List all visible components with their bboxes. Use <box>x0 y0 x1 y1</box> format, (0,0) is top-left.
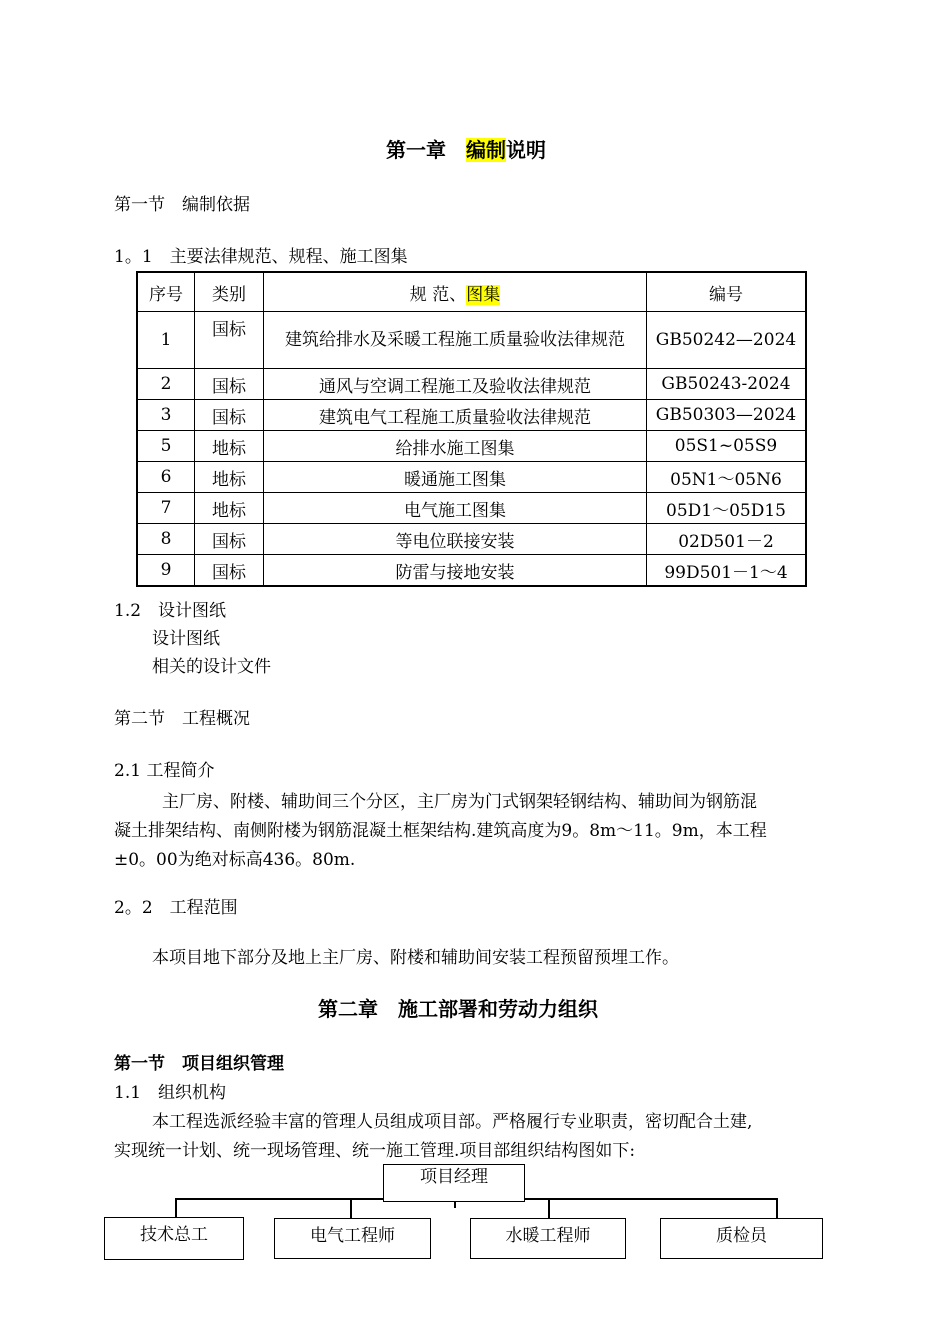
subsection-heading: 1。1 主要法律规范、规程、施工图集 <box>114 247 408 267</box>
section-heading: 第一节 项目组织管理 <box>114 1054 284 1074</box>
cell-no: 2 <box>137 369 195 400</box>
paragraph-line: ±0。00为绝对标高436。80m. <box>114 850 356 870</box>
org-box-chief-engineer: 技术总工 <box>104 1217 244 1260</box>
table-row <box>137 555 806 587</box>
paragraph: 本项目地下部分及地上主厂房、附楼和辅助间安装工程预留预埋工作。 <box>152 948 679 968</box>
cell-no: 7 <box>137 493 195 524</box>
paragraph-line: 实现统一计划、统一现场管理、统一施工管理.项目部组织结构图如下: <box>114 1141 636 1161</box>
chapter1-title: 第一章 编制说明 <box>386 138 546 162</box>
standards-table <box>136 271 807 587</box>
cell-code: GB50243-2024 <box>647 369 807 400</box>
org-box-quality-inspector: 质检员 <box>660 1218 823 1259</box>
paragraph-line: 主厂房、附楼、辅助间三个分区，主厂房为门式钢架轻钢结构、辅助间为钢筋混 <box>162 792 757 812</box>
col-header-no: 序号 <box>137 272 195 312</box>
section-heading: 第二节 工程概况 <box>114 709 250 729</box>
paragraph-line: 本工程选派经验丰富的管理人员组成项目部。严格履行专业职责，密切配合土建, <box>152 1112 753 1132</box>
cell-name: 防雷与接地安装 <box>264 555 647 587</box>
table-row <box>137 431 806 462</box>
list-item: 相关的设计文件 <box>152 657 271 677</box>
cell-code: 99D501－1～4 <box>647 555 807 587</box>
cell-name: 等电位联接安装 <box>264 524 647 555</box>
cell-code: GB50303—2024 <box>647 400 807 431</box>
cell-name: 建筑给排水及采暖工程施工质量验收法律规范 <box>264 312 647 369</box>
subsection-heading: 2.1 工程简介 <box>114 761 215 781</box>
cell-code: 05N1～05N6 <box>647 462 807 493</box>
table-header-row <box>137 272 806 312</box>
org-connector <box>776 1198 778 1218</box>
cell-category: 国标 <box>195 400 264 431</box>
table-row <box>137 462 806 493</box>
cell-no: 8 <box>137 524 195 555</box>
cell-name: 电气施工图集 <box>264 493 647 524</box>
org-box-hvac-engineer: 水暖工程师 <box>470 1218 626 1259</box>
cell-no: 9 <box>137 555 195 587</box>
cell-no: 5 <box>137 431 195 462</box>
col-header-code: 编号 <box>647 272 807 312</box>
cell-code: 05D1～05D15 <box>647 493 807 524</box>
table-row <box>137 369 806 400</box>
cell-category: 地标 <box>195 431 264 462</box>
cell-category: 地标 <box>195 462 264 493</box>
paragraph-line: 凝土排架结构、南侧附楼为钢筋混凝土框架结构.建筑高度为9。8m～11。9m，本工程 <box>114 821 767 841</box>
org-connector <box>548 1198 550 1218</box>
cell-category: 国标 <box>195 312 264 369</box>
cell-category: 国标 <box>195 555 264 587</box>
col-header-category: 类别 <box>195 272 264 312</box>
col-header-name: 规 范、图集 <box>264 272 647 312</box>
chapter2-title: 第二章 施工部署和劳动力组织 <box>318 997 598 1021</box>
list-item: 设计图纸 <box>152 629 220 649</box>
cell-no: 1 <box>137 312 195 369</box>
cell-category: 国标 <box>195 369 264 400</box>
org-connector <box>350 1198 352 1218</box>
table-row <box>137 400 806 431</box>
cell-code: GB50242—2024 <box>647 312 807 369</box>
subsection-heading: 1.1 组织机构 <box>114 1083 227 1103</box>
cell-code: 05S1~05S9 <box>647 431 807 462</box>
table-row <box>137 524 806 555</box>
org-box-electrical-engineer: 电气工程师 <box>274 1218 431 1259</box>
cell-no: 3 <box>137 400 195 431</box>
cell-category: 国标 <box>195 524 264 555</box>
cell-name: 建筑电气工程施工质量验收法律规范 <box>264 400 647 431</box>
cell-name: 给排水施工图集 <box>264 431 647 462</box>
org-box-project-manager: 项目经理 <box>383 1164 525 1202</box>
cell-code: 02D501－2 <box>647 524 807 555</box>
table-row <box>137 312 806 369</box>
table-row <box>137 493 806 524</box>
cell-name: 暖通施工图集 <box>264 462 647 493</box>
subsection-heading: 2。2 工程范围 <box>114 898 238 918</box>
cell-no: 6 <box>137 462 195 493</box>
subsection-heading: 1.2 设计图纸 <box>114 601 227 621</box>
cell-category: 地标 <box>195 493 264 524</box>
section-heading: 第一节 编制依据 <box>114 195 250 215</box>
org-connector <box>175 1198 177 1218</box>
cell-name: 通风与空调工程施工及验收法律规范 <box>264 369 647 400</box>
